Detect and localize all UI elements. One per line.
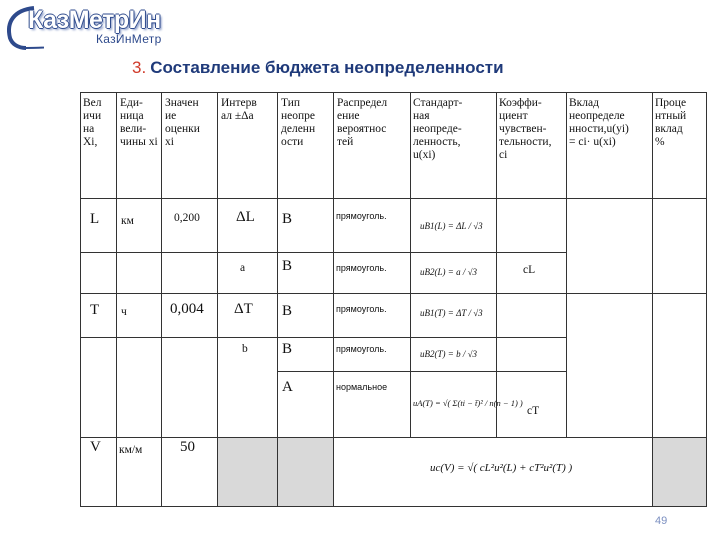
row-t-type: B (282, 303, 293, 319)
title-text: Составление бюджета неопределенности (150, 58, 504, 77)
slide-number: 49 (655, 515, 668, 527)
row-a-type-a-coefficient: cT (527, 405, 540, 417)
row-v-name: V (90, 439, 101, 455)
row-a-distribution: прямоуголь. (336, 263, 387, 273)
row-v-unit: км/м (119, 444, 143, 456)
logo-subtitle-text: КазИнМетр (96, 32, 162, 46)
logo-brand-text: КазМетрИн (28, 6, 161, 34)
row-v-combined-uncertainty-formula: uc(V) = √( cL²u²(L) + cT²u²(T) ) (430, 462, 573, 474)
header-sensitivity: Коэффи- циент чувствен- тельности, ci (499, 97, 552, 161)
row-l-type: B (282, 211, 293, 227)
row-l-value: 0,200 (174, 212, 200, 224)
header-std-uncertainty: Стандарт- ная неопреде- ленность, u(xi) (413, 97, 463, 161)
row-l-uncertainty-formula: uB1(L) = ΔL / √3 (420, 221, 483, 231)
row-t-uncertainty-formula: uB1(T) = ΔT / √3 (420, 308, 483, 318)
row-v-value: 50 (180, 439, 195, 455)
row-l-distribution: прямоуголь. (336, 211, 387, 221)
row-t-distribution: прямоуголь. (336, 304, 387, 314)
row-l-name: L (90, 211, 100, 227)
row-a-normal-distribution: нормальное (336, 382, 388, 392)
row-a-coefficient: cL (523, 264, 536, 276)
title-number: 3. (132, 58, 147, 77)
row-b-interval: b (242, 343, 248, 355)
row-a-type-a: A (282, 379, 293, 395)
header-distribution: Распредел ение вероятнос тей (337, 97, 388, 148)
header-quantity: Вел ичи на Xi, (83, 97, 102, 148)
row-a-type-a-formula: uA(T) = √( Σ(ti − t̄)² / n(n − 1) ) (413, 398, 523, 408)
row-b-type: B (282, 341, 293, 357)
header-interval: Интерв ал ±Δa (221, 97, 257, 122)
header-type: Тип неопре деленн ости (281, 97, 316, 148)
header-contribution: Вклад неопределе нности,u(yi) = ci· u(xi) (569, 97, 629, 148)
header-unit: Еди- ница вели- чины xi (120, 97, 158, 148)
row-a-type: B (282, 258, 293, 274)
row-b-distribution: прямоуголь. (336, 344, 387, 354)
row-a-uncertainty-formula: uB2(L) = a / √3 (420, 267, 478, 277)
row-a-interval: a (240, 262, 246, 274)
row-t-value: 0,004 (170, 301, 204, 317)
header-value: Значен ие оценки xi (165, 97, 200, 148)
row-t-name: T (90, 302, 100, 318)
header-percent: Проце нтный вклад % (655, 97, 687, 148)
row-t-interval: ΔT (234, 301, 253, 317)
row-l-interval: ΔL (236, 209, 255, 225)
row-t-unit: ч (121, 306, 127, 318)
row-b-uncertainty-formula: uB2(T) = b / √3 (420, 349, 478, 359)
row-l-unit: км (121, 215, 134, 227)
